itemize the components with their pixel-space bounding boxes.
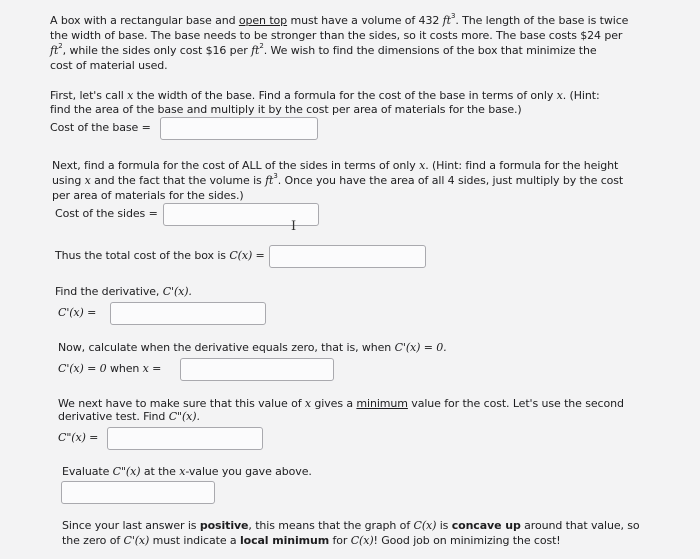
conclusion-line-2: the zero of C'(x) must indicate a local minimum for C(x)! Good job on minimizing the cost! (62, 534, 561, 547)
intro-line-1: A box with a rectangular base and open top must have a volume of 432 $ft^3$. The length of the base is twice (50, 12, 629, 27)
critical-label: C'(x) = 0 when x = (58, 362, 162, 375)
second-deriv-prompt-line-1: We next have to make sure that this value of x gives a minimum value for the cost. Let's use the second (58, 397, 624, 410)
base-prompt-line-1: First, let's call x the width of the base. Find a formula for the cost of the base in terms of only x. (Hint: (50, 89, 600, 102)
cost-base-label: Cost of the base = (50, 121, 151, 134)
sides-prompt-line-2: using x and the fact that the volume is $ft^3$. Once you have the area of all 4 sides, just multiply by the cost (52, 172, 624, 187)
derivative-label: C'(x) = (58, 306, 97, 319)
second-deriv-label: C"(x) = (58, 431, 99, 444)
intro-line-3: $ft^2$, while the sides only cost $16 per $ft^2$. We wish to find the dimensions of the box that minimize the (50, 42, 597, 57)
derivative-input[interactable] (110, 302, 266, 325)
cost-base-input[interactable] (160, 117, 318, 140)
base-prompt-line-2: find the area of the base and multiply it by the cost per area of materials for the base.) (50, 103, 522, 116)
conclusion-line-1: Since your last answer is positive, this means that the graph of C(x) is concave up around that value, so (62, 519, 640, 532)
sides-prompt-line-3: per area of materials for the sides.) (52, 189, 244, 202)
intro-line-4: cost of material used. (50, 59, 168, 72)
second-deriv-input[interactable] (107, 427, 263, 450)
evaluate-input[interactable] (61, 481, 215, 504)
critical-x-input[interactable] (180, 358, 334, 381)
sides-prompt-line-1: Next, find a formula for the cost of ALL of the sides in terms of only x. (Hint: find a formula for the height (52, 159, 619, 172)
second-deriv-prompt-line-2: derivative test. Find C"(x). (58, 410, 200, 423)
cost-sides-label: Cost of the sides = (55, 207, 158, 220)
critical-prompt: Now, calculate when the derivative equals zero, that is, when C'(x) = 0. (58, 341, 447, 354)
intro-line-2: the width of base. The base needs to be stronger than the sides, so it costs more. The base costs $24 per (50, 29, 623, 42)
total-cost-input[interactable] (269, 245, 426, 268)
derivative-prompt: Find the derivative, C'(x). (55, 285, 192, 298)
evaluate-prompt: Evaluate C"(x) at the x-value you gave above. (62, 465, 312, 478)
text-cursor-icon: I (291, 219, 297, 234)
total-cost-label: Thus the total cost of the box is C(x) = (55, 249, 265, 262)
